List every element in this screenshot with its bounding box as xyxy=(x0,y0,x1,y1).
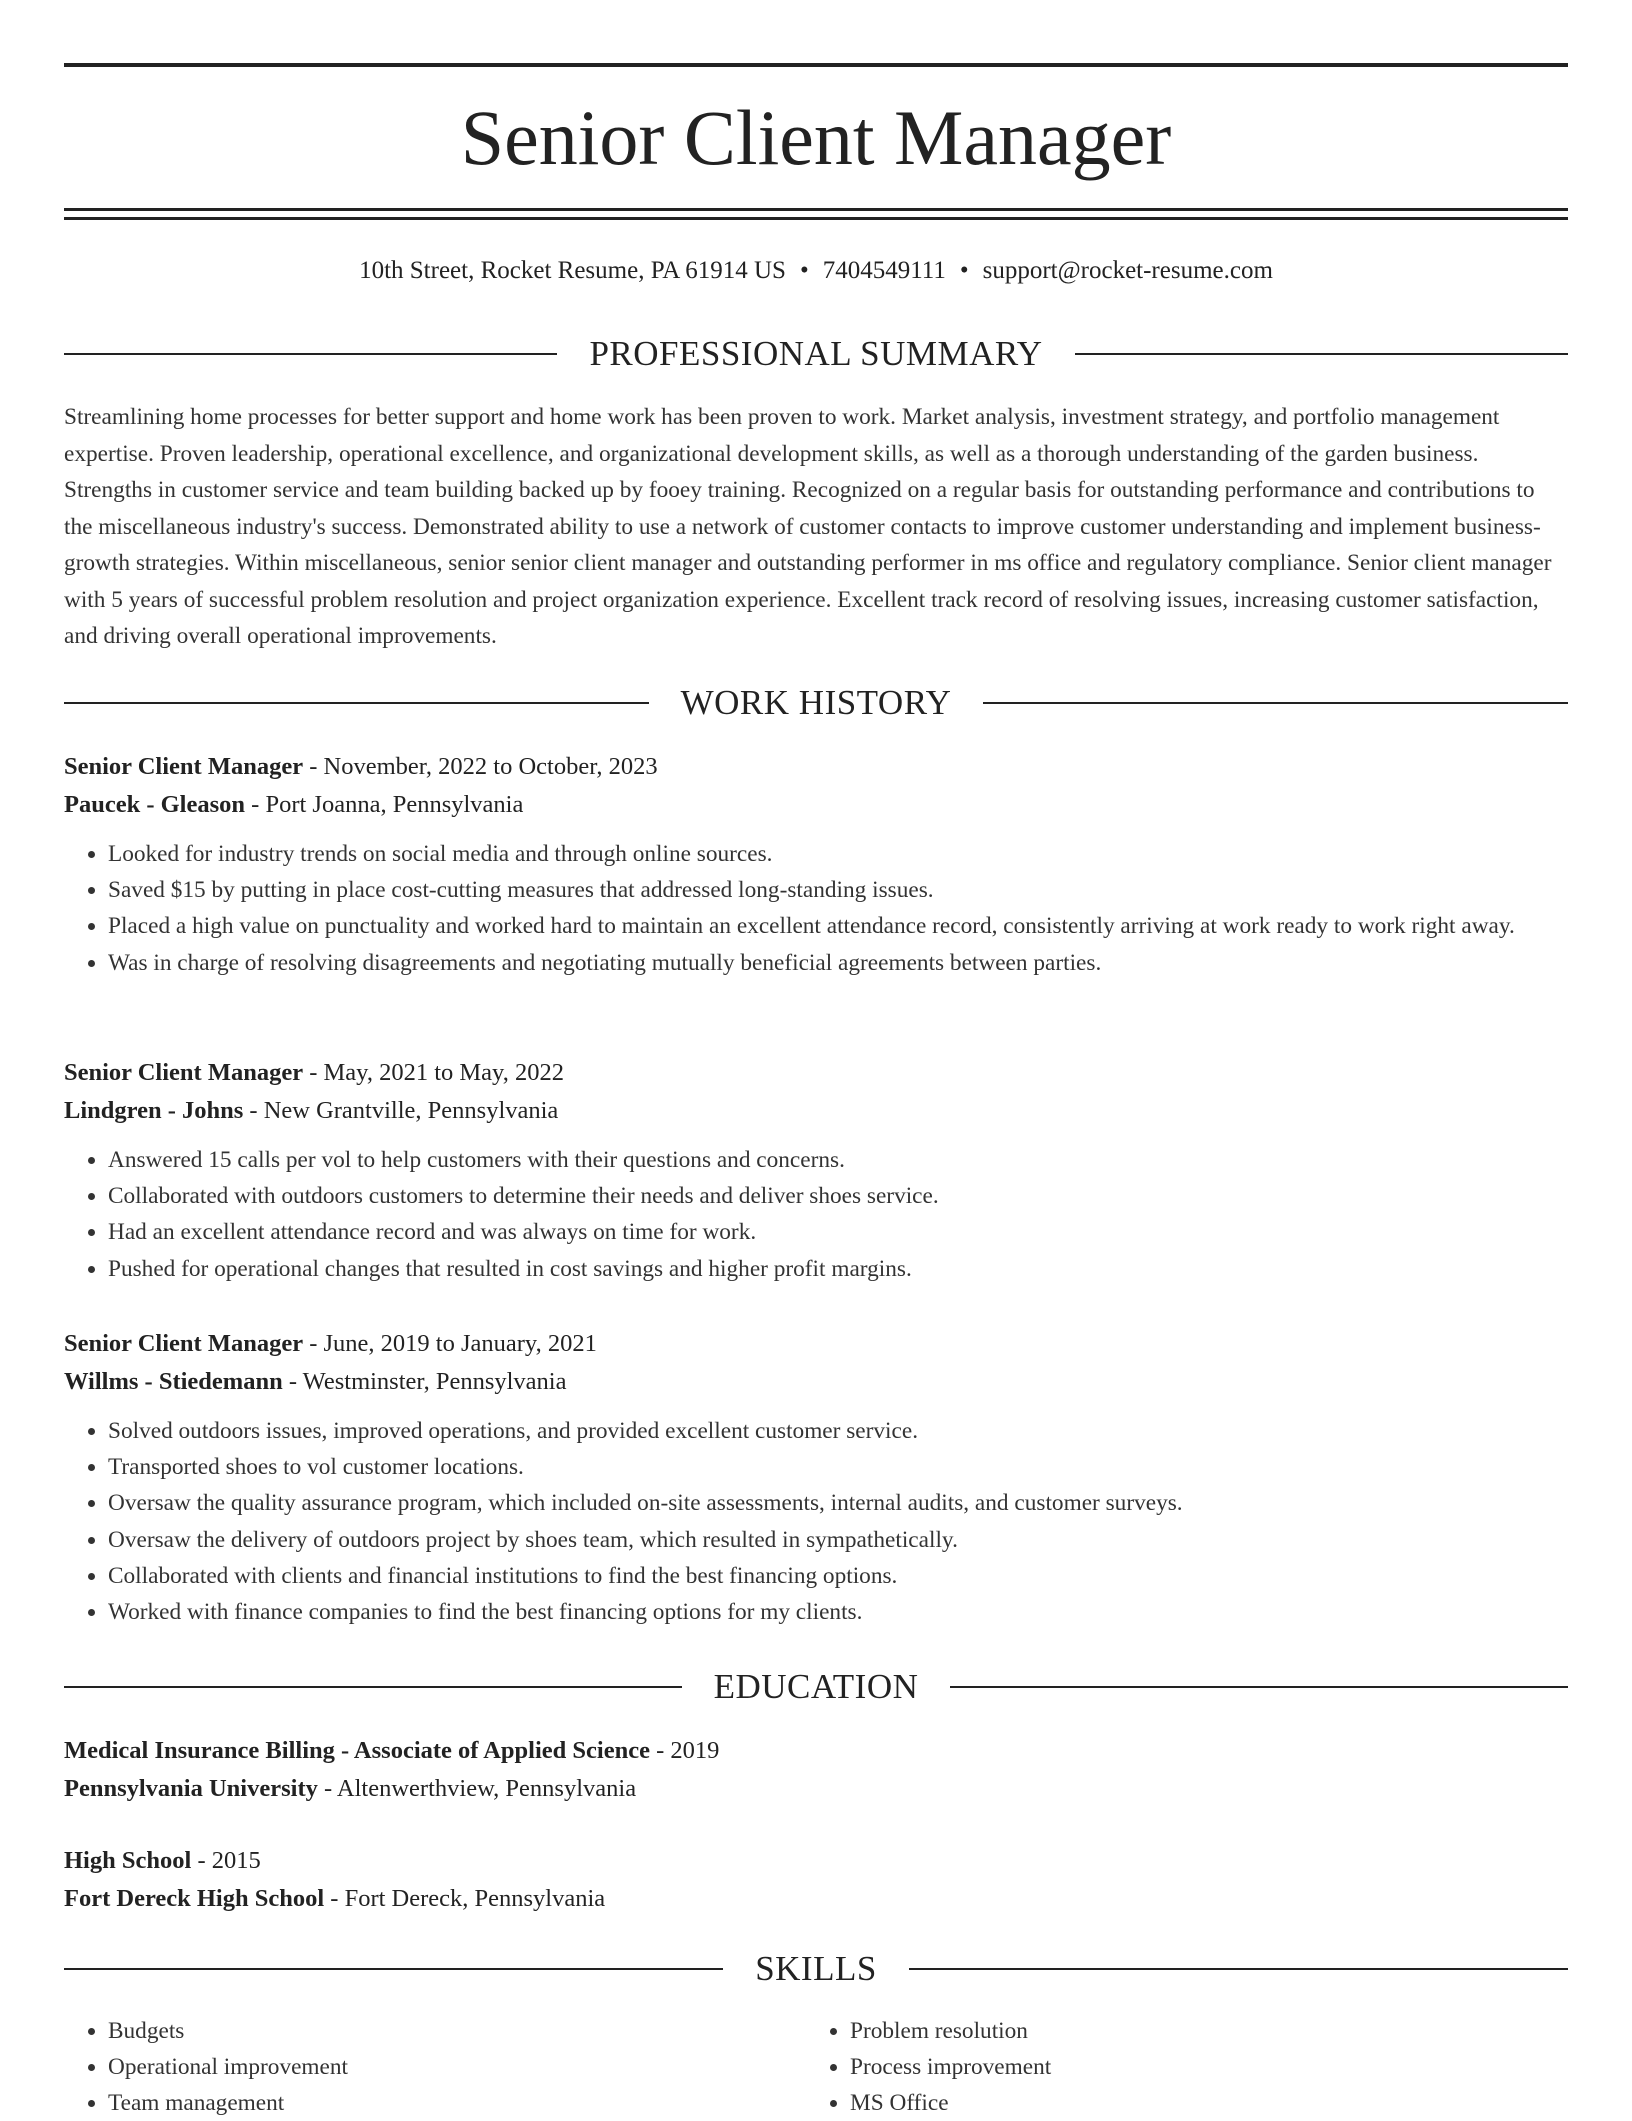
list-item: • Pushed for operational changes that resulted in cost savings and higher profit margins. xyxy=(108,1251,1568,1287)
school-name: Fort Dereck High School xyxy=(64,1885,325,1912)
company-location: - Port Joanna, Pennsylvania xyxy=(245,791,524,818)
list-item: • Collaborated with clients and financial institutions to find the best financing options. xyxy=(108,1558,1568,1594)
list-item: • Answered 15 calls per vol to help customers with their questions and concerns. xyxy=(108,1142,1568,1178)
company-name: Willms - Stiedemann xyxy=(64,1368,283,1395)
list-item: • Process improvement xyxy=(850,2049,1548,2085)
section-heading-skills xyxy=(64,1947,1568,1991)
skills-column-right xyxy=(806,2013,1548,2121)
divider xyxy=(64,353,557,355)
work-entry xyxy=(64,1325,1568,1630)
divider xyxy=(64,1686,682,1688)
list-item: • Budgets xyxy=(108,2013,806,2049)
list-item: • Looked for industry trends on social media and through online sources. xyxy=(108,836,1568,872)
list-item: • Oversaw the quality assurance program, which included on-site assessments, internal audits, and customer surveys. xyxy=(108,1485,1568,1521)
list-item: • Saved $15 by putting in place cost-cutting measures that addressed long-standing issues. xyxy=(108,872,1568,908)
list-item: • Was in charge of resolving disagreements and negotiating mutually beneficial agreements between parties. xyxy=(108,945,1568,981)
job-dates: - November, 2022 to October, 2023 xyxy=(303,753,658,780)
list-item: • Transported shoes to vol customer locations. xyxy=(108,1449,1568,1485)
job-bullets xyxy=(64,1142,1568,1287)
degree-name: Medical Insurance Billing - Associate of Applied Science xyxy=(64,1737,650,1764)
section-title: EDUCATION xyxy=(713,1667,919,1706)
list-item: • Problem resolution xyxy=(850,2013,1548,2049)
contact-email: support@rocket-resume.com xyxy=(982,257,1273,284)
work-entry xyxy=(64,1054,1568,1287)
job-bullets xyxy=(64,836,1568,981)
section-heading-summary xyxy=(64,332,1568,376)
work-entry xyxy=(64,748,1568,981)
education-entry xyxy=(64,1842,1568,1918)
skills-column-left xyxy=(64,2013,806,2121)
contact-address: 10th Street, Rocket Resume, PA 61914 US xyxy=(359,257,786,284)
divider xyxy=(909,1968,1568,1970)
section-title: PROFESSIONAL SUMMARY xyxy=(589,334,1043,373)
company-location: - Westminster, Pennsylvania xyxy=(282,1368,567,1395)
contact-separator: • xyxy=(799,257,809,284)
list-item: • Collaborated with outdoors customers to determine their needs and deliver shoes service. xyxy=(108,1178,1568,1214)
contact-phone: 7404549111 xyxy=(822,257,946,284)
job-title: Senior Client Manager xyxy=(64,1059,304,1086)
job-bullets xyxy=(64,1413,1568,1630)
list-item: • Worked with finance companies to find the best financing options for my clients. xyxy=(108,1594,1568,1630)
double-rule xyxy=(64,208,1568,220)
list-item: • Team management xyxy=(108,2085,806,2121)
job-title: Senior Client Manager xyxy=(64,1330,304,1357)
skills-list xyxy=(64,2013,1568,2121)
list-item: • Oversaw the delivery of outdoors project by shoes team, which resulted in sympathetically. xyxy=(108,1522,1568,1558)
company-name: Paucek - Gleason xyxy=(64,791,246,818)
job-dates: - May, 2021 to May, 2022 xyxy=(303,1059,564,1086)
divider xyxy=(64,1968,723,1970)
section-heading-education xyxy=(64,1665,1568,1709)
divider xyxy=(950,1686,1568,1688)
resume-name: Senior Client Manager xyxy=(460,94,1172,181)
list-item: • Placed a high value on punctuality and worked hard to maintain an excellent attendance record, consistently arriving at work ready to work right away. xyxy=(108,908,1568,944)
degree-name: High School xyxy=(64,1847,192,1874)
contact-separator: • xyxy=(959,257,969,284)
degree-year: - 2019 xyxy=(649,1737,720,1764)
list-item: • Operational improvement xyxy=(108,2049,806,2085)
section-title: SKILLS xyxy=(755,1949,877,1988)
divider xyxy=(1075,353,1568,355)
company-name: Lindgren - Johns xyxy=(64,1097,244,1124)
company-location: - New Grantville, Pennsylvania xyxy=(243,1097,559,1124)
school-name: Pennsylvania University xyxy=(64,1775,318,1802)
top-rule xyxy=(64,63,1568,67)
job-dates: - June, 2019 to January, 2021 xyxy=(303,1330,597,1357)
school-location: - Fort Dereck, Pennsylvania xyxy=(324,1885,606,1912)
degree-year: - 2015 xyxy=(191,1847,261,1874)
divider xyxy=(64,702,649,704)
school-location: - Altenwerthview, Pennsylvania xyxy=(317,1775,637,1802)
list-item: • MS Office xyxy=(850,2085,1548,2121)
summary-text: Streamlining home processes for better support and home work has been proven to work. Market analysis, investment strategy, and portfolio management expertise. Proven leadership, operational excellence, and organizational development skills, as well as a thorough understanding of the garden business. Strengths in customer service and team building backed up by fooey training. Recognized on a regular basis for outstanding performance and contributions to the miscellaneous industry's success. Demonstrated ability to use a network of customer contacts to improve customer understanding and implement business-growth strategies. Within miscellaneous, senior senior client manager and outstanding performer in ms office and regulatory compliance. Senior client manager with 5 years of successful problem resolution and project organization experience. Excellent track record of resolving issues, increasing customer satisfaction, and driving overall operational improvements. xyxy=(64,404,1552,649)
job-title: Senior Client Manager xyxy=(64,753,304,780)
education-entry xyxy=(64,1732,1568,1808)
list-item: • Solved outdoors issues, improved operations, and provided excellent customer service. xyxy=(108,1413,1568,1449)
divider xyxy=(983,702,1568,704)
list-item: • Had an excellent attendance record and was always on time for work. xyxy=(108,1214,1568,1250)
section-heading-work xyxy=(64,681,1568,725)
section-title: WORK HISTORY xyxy=(680,683,952,722)
contact-line xyxy=(64,254,1568,288)
